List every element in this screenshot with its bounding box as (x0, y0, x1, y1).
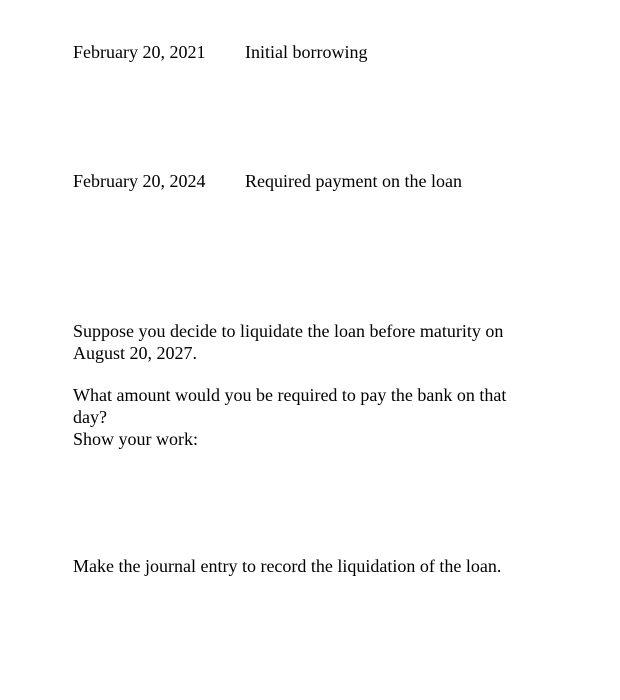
question-line: day? (73, 407, 107, 427)
question-line: August 20, 2027. (73, 343, 198, 363)
instruction-show-work: Show your work: (73, 429, 198, 449)
entry-row-required-payment (73, 170, 462, 192)
entry-description: Initial borrowing (245, 42, 368, 62)
entry-date: February 20, 2024 (73, 171, 206, 191)
question-line: Suppose you decide to liquidate the loan before maturity on (73, 321, 504, 341)
question-line: Make the journal entry to record the liquidation of the loan. (73, 556, 502, 576)
question-journal-entry (73, 555, 573, 577)
question-line: What amount would you be required to pay the bank on that (73, 385, 507, 405)
entry-description: Required payment on the loan (245, 171, 462, 191)
entry-date: February 20, 2021 (73, 42, 206, 62)
question-amount-to-pay (73, 384, 543, 450)
entry-row-initial-borrowing (73, 41, 367, 63)
question-liquidate-loan (73, 320, 543, 364)
